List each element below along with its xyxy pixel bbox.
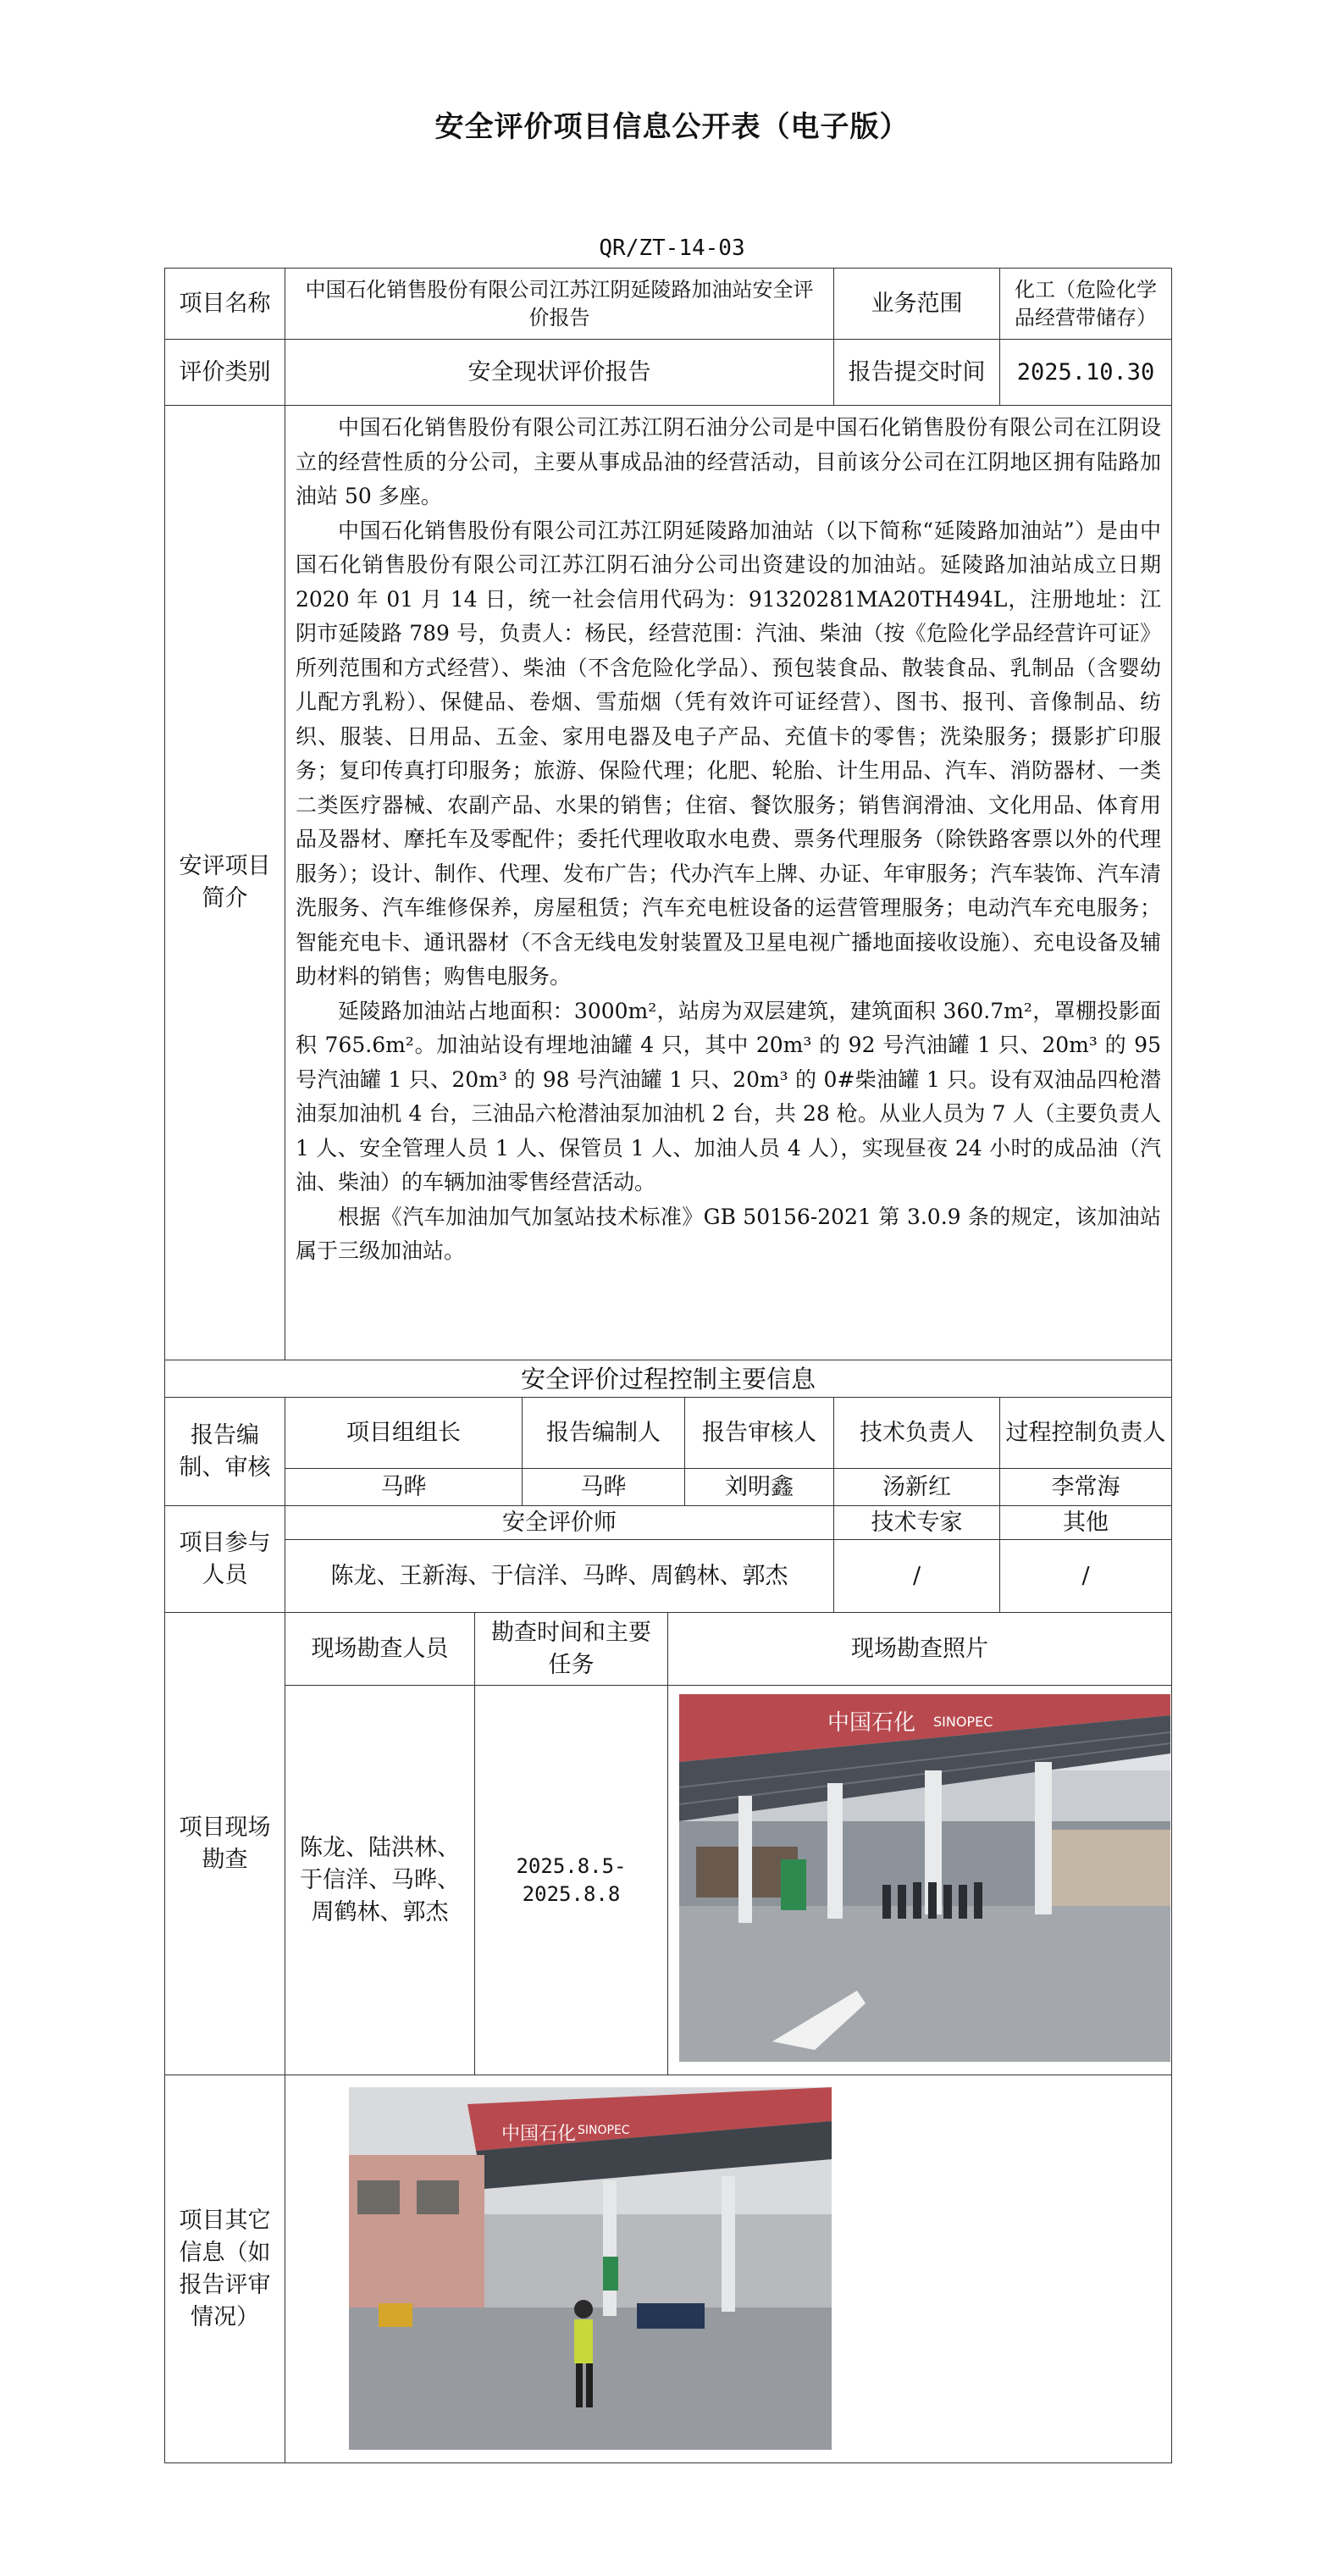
document-code: QR/ZT-14-03	[599, 235, 745, 261]
intro-paragraph-2: 中国石化销售股份有限公司江苏江阴延陵路加油站（以下简称“延陵路加油站”）是由中国石化销售股份有限公司江苏江阴石油分公司出资建设的加油站。延陵路加油站成立日期 2020 年 01 月 14 日，统一社会信用代码为：91320281MA20TH494L，注册地址：江阴市延陵路 789 号，负责人：杨民，经营范围：汽油、柴油（按《危险化学品经营许可证》所列范围和方式经营）、柴油（不含危险化学品）、预包装食品、散装食品、乳制品（含婴幼儿配方乳粉）、保健品、卷烟、雪茄烟（凭有效许可证经营）、图书、报刊、音像制品、纺织、服装、日用品、五金、家用电器及电子产品、充值卡的零售；洗染服务；摄影扩印服务；复印传真打印服务；旅游、保险代理；化肥、轮胎、计生用品、汽车、消防器材、一类二类医疗器械、农副产品、水果的销售；住宿、餐饮服务；销售润滑油、文化用品、体育用品及器材、摩托车及零配件；委托代理收取水电费、票务代理服务（除铁路客票以外的代理服务）；设计、制作、代理、发布广告；代办汽车上牌、办证、年审服务；汽车装饰、汽车清洗服务、汽车维修保养，房屋租赁；汽车充电桩设备的运营管理服务；电动汽车充电服务；智能充电卡、通讯器材（不含无线电发射装置及卫星电视广播地面接收设施）、充电设备及辅助材料的销售；购售电服务。	[296, 518, 1161, 989]
survey-photo-sign-en: SINOPEC	[933, 1714, 993, 1730]
intro-paragraph-4: 根据《汽车加油加气加氢站技术标准》GB 50156-2021 第 3.0.9 条的规定，该加油站属于三级加油站。	[296, 1204, 1161, 1263]
intro-paragraph-1: 中国石化销售股份有限公司江苏江阴石油分公司是中国石化销售股份有限公司在江阴设立的经营性质的分公司，主要从事成品油的经营活动，目前该分公司在江阴地区拥有陆路加油站 50 多座。	[296, 415, 1161, 508]
report-date-label: 报告提交时间	[833, 339, 999, 405]
survey-label: 项目现场勘查	[164, 1613, 285, 2075]
other-header: 其他	[999, 1506, 1172, 1540]
compile-review-label: 报告编制、审核	[164, 1398, 285, 1506]
team-leader-value: 马晔	[285, 1469, 522, 1506]
process-lead-value: 李常海	[999, 1469, 1172, 1506]
col-report-reviewer: 报告审核人	[684, 1398, 833, 1469]
evaluation-type-label: 评价类别	[164, 339, 285, 405]
intro-text	[285, 405, 1172, 1360]
report-author-value: 马晔	[522, 1469, 684, 1506]
survey-time-header: 勘查时间和主要任务	[474, 1613, 667, 1686]
business-scope-label: 业务范围	[833, 268, 999, 339]
col-process-lead: 过程控制负责人	[999, 1398, 1172, 1469]
intro-label: 安评项目简介	[164, 405, 285, 1360]
business-scope-value: 化工（危险化学品经营带储存）	[999, 268, 1172, 339]
survey-photo	[679, 1694, 1170, 2062]
survey-photo-header: 现场勘查照片	[667, 1613, 1172, 1686]
col-tech-lead: 技术负责人	[833, 1398, 999, 1469]
expert-names: /	[833, 1540, 999, 1613]
survey-time: 2025.8.5-2025.8.8	[474, 1686, 667, 2075]
col-team-leader: 项目组组长	[285, 1398, 522, 1469]
evaluation-type-value: 安全现状评价报告	[285, 339, 833, 405]
other-photo-sign-cn: 中国石化	[501, 2124, 577, 2145]
project-name-value: 中国石化销售股份有限公司江苏江阴延陵路加油站安全评价报告	[285, 268, 833, 339]
expert-header: 技术专家	[833, 1506, 999, 1540]
other-info-label: 项目其它信息（如报告评审情况）	[164, 2075, 285, 2463]
tech-lead-value: 汤新红	[833, 1469, 999, 1506]
report-date-value: 2025.10.30	[999, 339, 1172, 405]
other-photo-sign-en: SINOPEC	[578, 2124, 630, 2137]
other-names: /	[999, 1540, 1172, 1613]
evaluator-header: 安全评价师	[285, 1506, 833, 1540]
col-report-author: 报告编制人	[522, 1398, 684, 1469]
other-info-photo	[349, 2087, 832, 2450]
project-name-label: 项目名称	[164, 268, 285, 339]
survey-staff-header: 现场勘查人员	[285, 1613, 474, 1686]
intro-paragraph-3: 延陵路加油站占地面积：3000m²，站房为双层建筑，建筑面积 360.7m²，罩棚投影面积 765.6m²。加油站设有埋地油罐 4 只，其中 20m³ 的 92 号汽油罐 1 只、20m³ 的 95 号汽油罐 1 只、20m³ 的 98 号汽油罐 1 只、20m³ 的 0#柴油罐 1 只。设有双油品四枪潜油泵加油机 4 台，三油品六枪潜油泵加油机 2 台，共 28 枪。从业人员为 7 人（主要负责人 1 人、安全管理人员 1 人、保管员 1 人、加油人员 4 人），实现昼夜 24 小时的成品油（汽油、柴油）的车辆加油零售经营活动。	[296, 998, 1161, 1194]
process-header: 安全评价过程控制主要信息	[164, 1360, 1172, 1398]
evaluator-names: 陈龙、王新海、于信洋、马晔、周鹤林、郭杰	[285, 1540, 833, 1613]
survey-staff: 陈龙、陆洪林、于信洋、马晔、周鹤林、郭杰	[285, 1686, 474, 2075]
members-label: 项目参与人员	[164, 1506, 285, 1613]
document-title: 安全评价项目信息公开表（电子版）	[434, 110, 910, 144]
report-reviewer-value: 刘明鑫	[684, 1469, 833, 1506]
survey-photo-sign-cn: 中国石化	[827, 1710, 916, 1736]
